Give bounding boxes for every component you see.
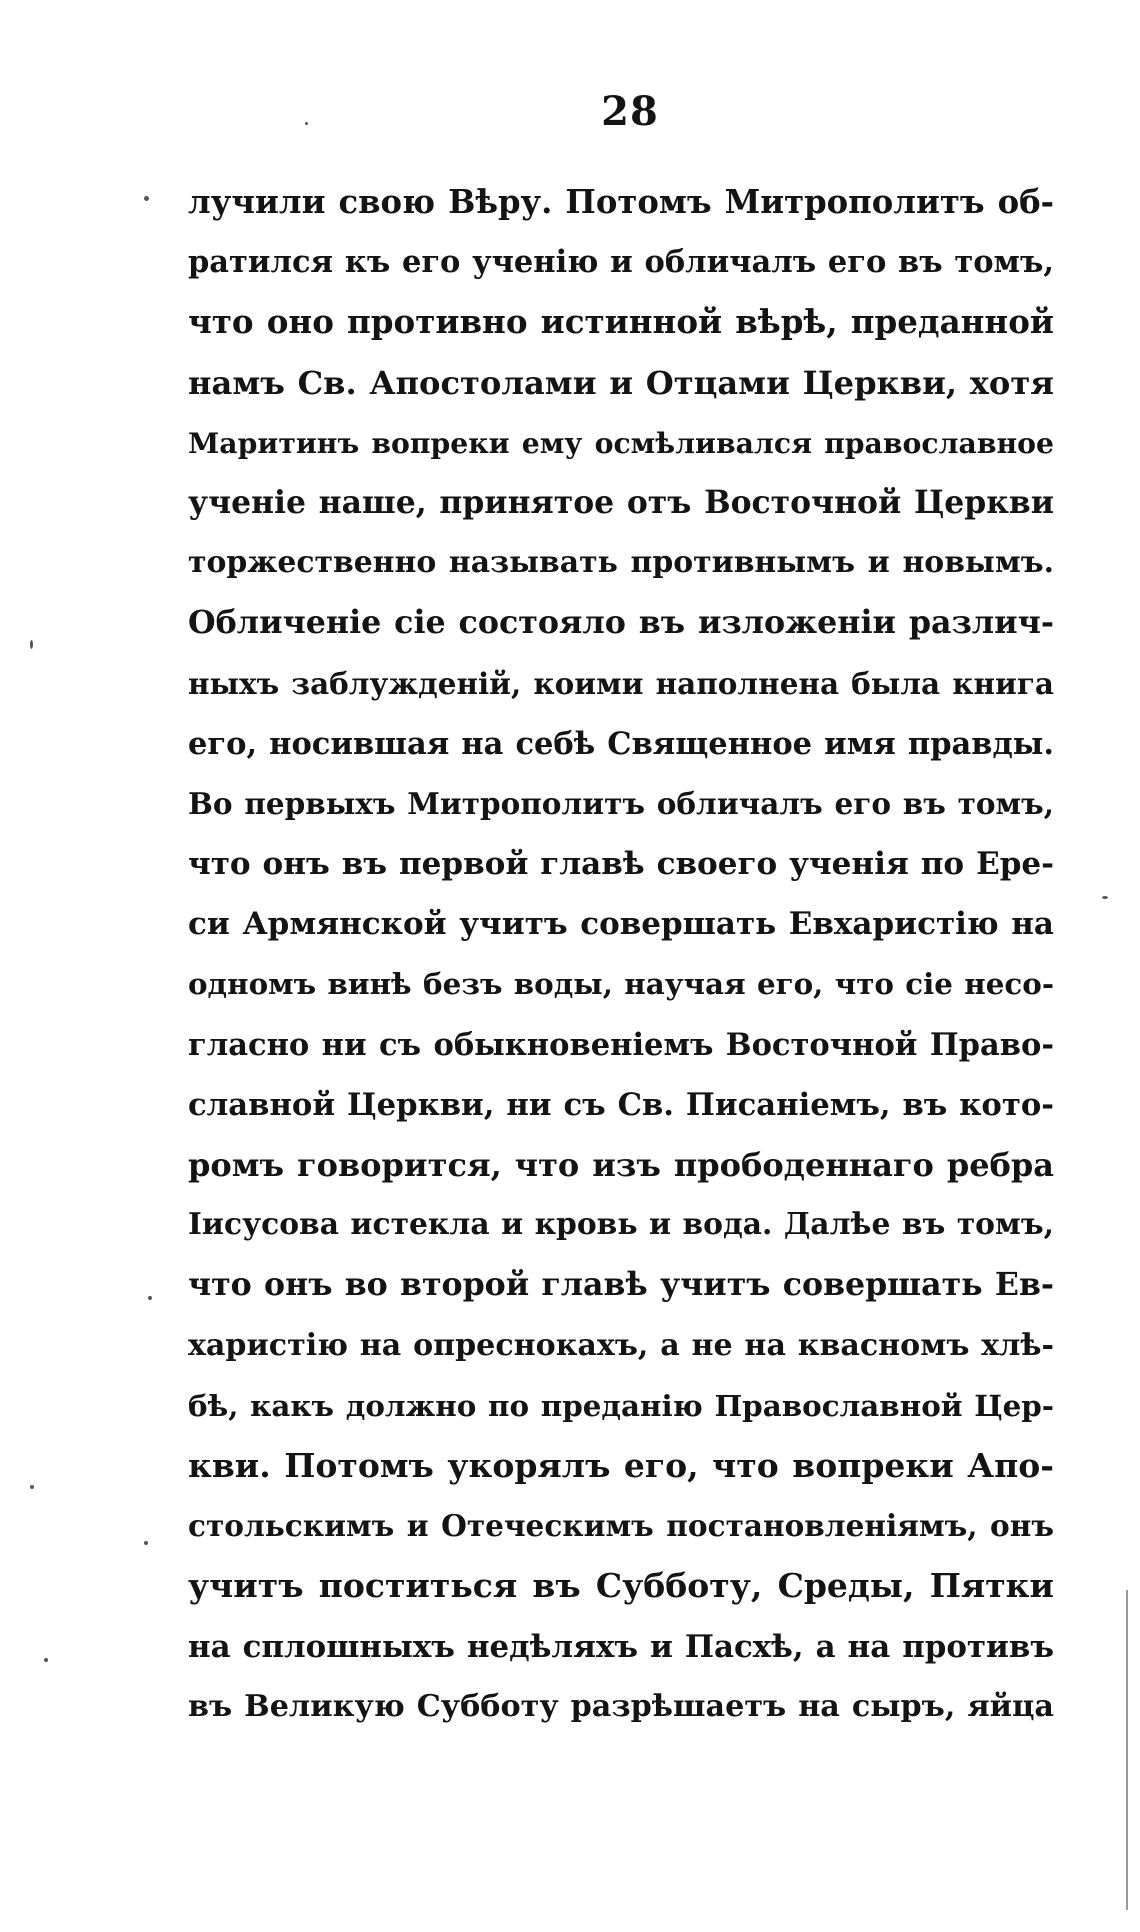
text-line: стольскимъ и Отеческимъ постановленіямъ, онъ xyxy=(188,1508,1054,1544)
text-line: гласно ни съ обыкновеніемъ Восточной Право- xyxy=(188,1026,1054,1063)
text-line: Обличеніе сіе состояло въ изложеніи различ- xyxy=(188,604,1054,642)
scan-speck xyxy=(1102,896,1108,899)
scan-speck xyxy=(148,1296,152,1300)
text-body xyxy=(188,172,1054,1737)
scan-speck xyxy=(30,1485,34,1489)
scan-speck xyxy=(305,122,308,125)
page-number: 28 xyxy=(601,88,659,135)
scan-speck xyxy=(144,196,149,201)
text-line: славной Церкви, ни съ Св. Писаніемъ, въ кото- xyxy=(188,1086,1054,1123)
text-line: кви. Потомъ укорялъ его, что вопреки Апо- xyxy=(188,1445,1054,1485)
text-line: его, носившая на себѣ Священное имя правды. xyxy=(188,725,1054,762)
text-line: что онъ въ первой главѣ своего ученія по Ере- xyxy=(188,846,1054,883)
text-line: си Армянской учитъ совершать Евхаристію на xyxy=(188,906,1054,943)
text-line: что онъ во второй главѣ учитъ совершать Ев- xyxy=(188,1266,1054,1304)
text-line: Во первыхъ Митрополитъ обличалъ его въ томъ, xyxy=(188,785,1054,821)
text-line: ратился къ его ученію и обличалъ его въ томъ, xyxy=(188,244,1054,281)
text-line: ученіе наше, принятое отъ Восточной Церкви xyxy=(188,484,1054,521)
text-line: намъ Св. Апостолами и Отцами Церкви, хотя xyxy=(188,363,1054,402)
text-line: торжественно называть противнымъ и новымъ. xyxy=(188,545,1054,581)
scan-speck xyxy=(30,640,33,649)
text-line: одномъ винѣ безъ воды, научая его, что сіе несо- xyxy=(188,966,1054,1002)
text-line: въ Великую Субботу разрѣшаетъ на сыръ, яйца xyxy=(188,1688,1054,1724)
text-line: Маритинъ вопреки ему осмѣливался православное xyxy=(188,425,1054,460)
text-line: что оно противно истинной вѣрѣ, преданной xyxy=(188,302,1054,342)
text-line: учитъ поститься въ Субботу, Среды, Пятки xyxy=(188,1566,1054,1606)
text-line: ныхъ заблужденій, коими наполнена была книга xyxy=(188,665,1054,701)
text-line: ромъ говорится, что изъ прободеннаго ребра xyxy=(188,1146,1054,1184)
text-line: харистію на опреснокахъ, а не на квасномъ хлѣ- xyxy=(188,1327,1054,1363)
text-line: лучили свою Вѣру. Потомъ Митрополитъ об- xyxy=(188,183,1054,221)
scan-speck xyxy=(44,1658,48,1662)
text-line: на сплошныхъ недѣляхъ и Пасхѣ, а на противъ xyxy=(188,1628,1054,1665)
scan-speck xyxy=(144,1541,148,1545)
scan-edge-line xyxy=(1126,1590,1128,1910)
text-line: Іисусова истекла и кровь и вода. Далѣе въ томъ, xyxy=(188,1207,1054,1243)
text-line: бѣ, какъ должно по преданію Православной Цер- xyxy=(188,1387,1054,1423)
